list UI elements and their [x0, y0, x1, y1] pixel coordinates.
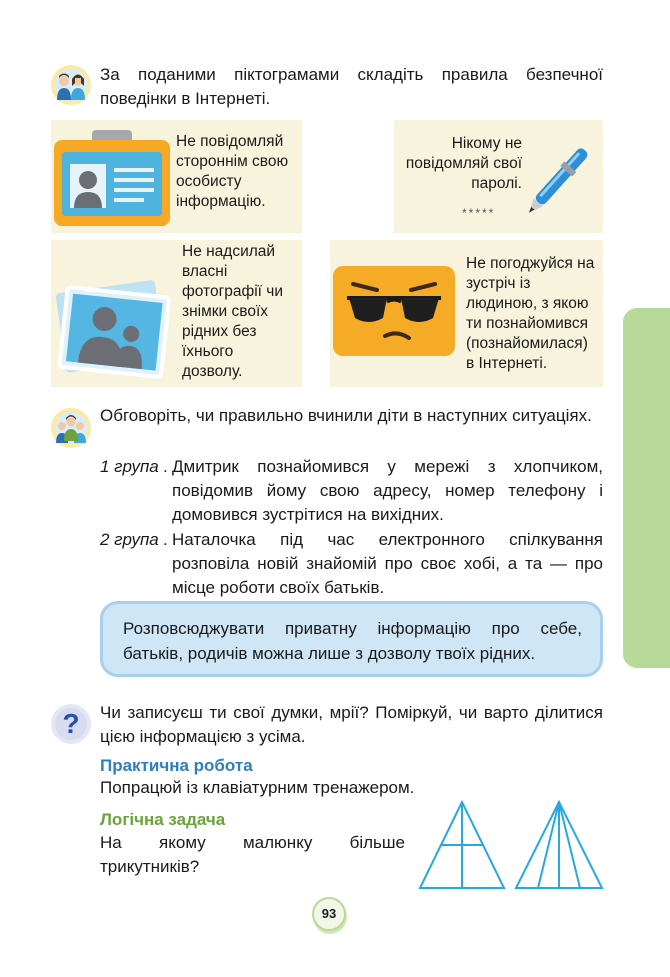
tile-photos: [51, 240, 302, 387]
logic-text: На якому малюнку більше трикутників?: [100, 833, 405, 876]
practical-text: Попрацюй із клавіатурним тренажером.: [100, 778, 415, 797]
tile-passwords: [394, 120, 603, 233]
group2-text: Наталочка під час електронного спілкування розповіла новій знайомій про своє хобі, а та — про місце роботи своїх батьків.: [172, 530, 603, 597]
rule-text: Розповсюджувати приватну інформацію про себе, батьків, родичів можна лише з дозволу твоїх рідних.: [123, 619, 582, 663]
tile-personal-info: [51, 120, 302, 233]
group1-text: Дмитрик познайомився у мережі з хлопчиком, повідомив йому свою адресу, номер телефону і домовився зустрітися на вихідних.: [172, 457, 603, 524]
task2-text: Обговоріть, чи правильно вчинили діти в наступних ситуаціях.: [100, 406, 592, 425]
practical-title: Практична робота: [100, 756, 253, 775]
tile-meeting: [330, 240, 603, 387]
two-kids-icon: [50, 64, 92, 106]
password-stars: *****: [462, 206, 496, 220]
three-kids-icon: [50, 407, 92, 449]
photos-icon: [53, 280, 171, 380]
group1-label: 1 група: [100, 457, 159, 476]
tile-meeting-text: Не погоджуйся на зустріч із людиною, з якою ти познайомився (познайомилася) в Інтернеті.: [466, 255, 595, 372]
task1-text: За поданими піктограмами складіть правила безпечної поведінки в Інтернеті.: [100, 65, 603, 108]
side-tab: [623, 308, 670, 668]
page-number: 93: [321, 906, 337, 921]
triangle-figure-2: [514, 800, 604, 890]
logic-title: Логічна задача: [100, 810, 226, 829]
pen-icon: [524, 138, 590, 228]
tile-personal-info-text: Не повідомляй стороннім свою особисту інформацію.: [176, 133, 289, 210]
task3-text: Чи записуєш ти свої думки, мрії? Поміркуй, чи варто ділитися цією інформацією з усіма.: [100, 703, 603, 746]
tile-photos-text: Не надсилай власні фотографії чи знімки своїх рідних без їхнього дозволу.: [182, 243, 284, 380]
question-glyph: ?: [62, 708, 80, 739]
question-icon: [50, 703, 92, 745]
group2-label: 2 група: [100, 530, 159, 549]
id-card-icon: [54, 130, 170, 226]
rule-box: [100, 601, 603, 677]
page-number-badge: [311, 896, 349, 934]
group1-dot: .: [163, 457, 168, 476]
tile-passwords-text: Нікому не повідомляй свої паролі.: [405, 135, 522, 192]
group2-dot: .: [163, 530, 168, 549]
triangle-figure-1: [418, 800, 506, 890]
sunglasses-emoji-icon: [333, 266, 455, 356]
